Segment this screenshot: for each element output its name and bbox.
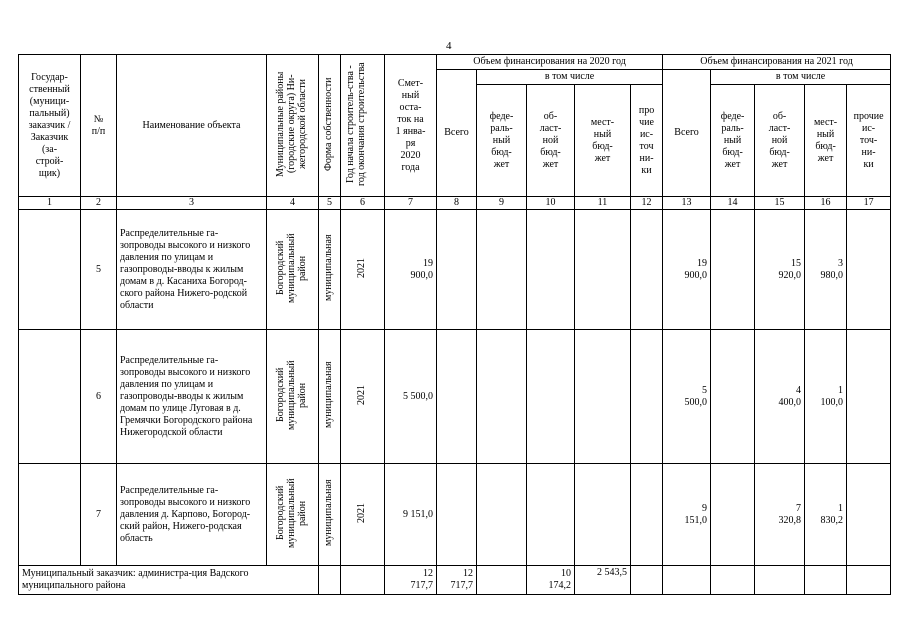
header-federal-2020: феде- раль- ный бюд- жет: [477, 85, 527, 197]
total-2020: [437, 210, 477, 330]
district: Богородский муниципальный район: [267, 210, 319, 330]
local-2020: [575, 210, 631, 330]
regional-2021: 15 920,0: [755, 210, 805, 330]
district: Богородский муниципальный район: [267, 330, 319, 464]
row-number: 7: [81, 464, 117, 566]
total-2020: [437, 464, 477, 566]
regional-2021: 7 320,8: [755, 464, 805, 566]
column-number: 3: [117, 197, 267, 210]
header-financing-2021: Объем финансирования на 2021 год: [663, 55, 891, 70]
other-2021: [847, 210, 891, 330]
estimated-balance: 19 900,0: [385, 210, 437, 330]
district: Богородский муниципальный район: [267, 464, 319, 566]
footer-estimated-balance: 12 717,7: [385, 566, 437, 595]
construction-year: 2021: [341, 210, 385, 330]
column-number: 12: [631, 197, 663, 210]
federal-2021: [711, 330, 755, 464]
financing-table: [18, 54, 891, 595]
header-ownership: Форма собственности: [319, 55, 341, 197]
regional-2021: 4 400,0: [755, 330, 805, 464]
object-name: Распределительные га-зопроводы высокого и низкого давления по улицам и газопроводы-вводы к жилым домам по улице Луговая в д. Гремячки Богородского района Нижегородской области: [117, 330, 267, 464]
cell-customer: [19, 464, 81, 566]
cell-customer: [19, 330, 81, 464]
footer-regional-2021: [755, 566, 805, 595]
header-object-name: Наименование объекта: [117, 55, 267, 197]
column-number: 10: [527, 197, 575, 210]
footer-local-2020: 2 543,5: [575, 566, 631, 595]
other-2021: [847, 330, 891, 464]
header-including-2021: в том числе: [711, 70, 891, 85]
table-row: [19, 210, 891, 330]
other-2021: [847, 464, 891, 566]
ownership: муниципальная: [319, 464, 341, 566]
header-years: Год начала строитель-ства - год окончания строительства: [341, 55, 385, 197]
federal-2021: [711, 464, 755, 566]
footer-other-2020: [631, 566, 663, 595]
ownership: муниципальная: [319, 210, 341, 330]
total-2020: [437, 330, 477, 464]
cell-ownership: [319, 566, 341, 595]
regional-2020: [527, 464, 575, 566]
header-regional-2020: об- ласт- ной бюд- жет: [527, 85, 575, 197]
table-row: [19, 330, 891, 464]
summary-row: [19, 566, 891, 595]
header-estimated-balance: Смет- ный оста- ток на 1 янва- ря 2020 года: [385, 55, 437, 197]
header-local-2021: мест- ный бюд- жет: [805, 85, 847, 197]
header-other-2020: про чие ис- точ ни- ки: [631, 85, 663, 197]
column-number: 15: [755, 197, 805, 210]
estimated-balance: 9 151,0: [385, 464, 437, 566]
cell-year: [341, 566, 385, 595]
page-number: 4: [446, 40, 452, 52]
local-2021: 1 100,0: [805, 330, 847, 464]
row-number: 6: [81, 330, 117, 464]
header-local-2020: мест- ный бюд- жет: [575, 85, 631, 197]
regional-2020: [527, 210, 575, 330]
total-2021: 5 500,0: [663, 330, 711, 464]
footer-federal-2021: [711, 566, 755, 595]
header-federal-2021: феде- раль- ный бюд- жет: [711, 85, 755, 197]
header-regional-2021: об- ласт- ной бюд- жет: [755, 85, 805, 197]
column-number: 7: [385, 197, 437, 210]
column-number: 5: [319, 197, 341, 210]
object-name: Распределительные га-зопроводы высокого и низкого давления д. Карпово, Богород-ский район, Нижего-родская область: [117, 464, 267, 566]
header-total-2021: Всего: [663, 70, 711, 197]
other-2020: [631, 464, 663, 566]
footer-other-2021: [847, 566, 891, 595]
footer-total-2020: 12 717,7: [437, 566, 477, 595]
object-name: Распределительные га-зопроводы высокого и низкого давления по улицам и газопроводы-вводы к жилым домам в д. Касаниха Богород-ского района Нижего-родской области: [117, 210, 267, 330]
other-2020: [631, 210, 663, 330]
header-other-2021: прочие ис- точ- ни- ки: [847, 85, 891, 197]
construction-year: 2021: [341, 464, 385, 566]
federal-2020: [477, 464, 527, 566]
column-number: 1: [19, 197, 81, 210]
column-number: 6: [341, 197, 385, 210]
total-2021: 9 151,0: [663, 464, 711, 566]
header-including-2020: в том числе: [477, 70, 663, 85]
column-number: 4: [267, 197, 319, 210]
footer-regional-2020: 10 174,2: [527, 566, 575, 595]
column-number: 2: [81, 197, 117, 210]
column-number: 8: [437, 197, 477, 210]
column-number: 14: [711, 197, 755, 210]
header-financing-2020: Объем финансирования на 2020 год: [437, 55, 663, 70]
header-total-2020: Всего: [437, 70, 477, 197]
federal-2021: [711, 210, 755, 330]
footer-local-2021: [805, 566, 847, 595]
footer-total-2021: [663, 566, 711, 595]
cell-customer: [19, 210, 81, 330]
construction-year: 2021: [341, 330, 385, 464]
federal-2020: [477, 210, 527, 330]
other-2020: [631, 330, 663, 464]
local-2020: [575, 330, 631, 464]
total-2021: 19 900,0: [663, 210, 711, 330]
column-number: 13: [663, 197, 711, 210]
table-row: [19, 464, 891, 566]
federal-2020: [477, 330, 527, 464]
ownership: муниципальная: [319, 330, 341, 464]
local-2021: 3 980,0: [805, 210, 847, 330]
column-number: 17: [847, 197, 891, 210]
column-number: 9: [477, 197, 527, 210]
regional-2020: [527, 330, 575, 464]
row-number: 5: [81, 210, 117, 330]
local-2021: 1 830,2: [805, 464, 847, 566]
header-customer: Государ- ственный (муници- пальный) заказчик / Заказчик (за- строй- щик): [19, 55, 81, 197]
column-number: 11: [575, 197, 631, 210]
footer-federal-2020: [477, 566, 527, 595]
header-num: № п/п: [81, 55, 117, 197]
local-2020: [575, 464, 631, 566]
column-numbers-row: [19, 197, 891, 210]
column-number: 16: [805, 197, 847, 210]
estimated-balance: 5 500,0: [385, 330, 437, 464]
municipal-customer-label: Муниципальный заказчик: администра-ция Вадского муниципального района: [19, 566, 319, 595]
header-districts: Муниципальные районы (городские округа) Ни-жегородской области: [267, 55, 319, 197]
